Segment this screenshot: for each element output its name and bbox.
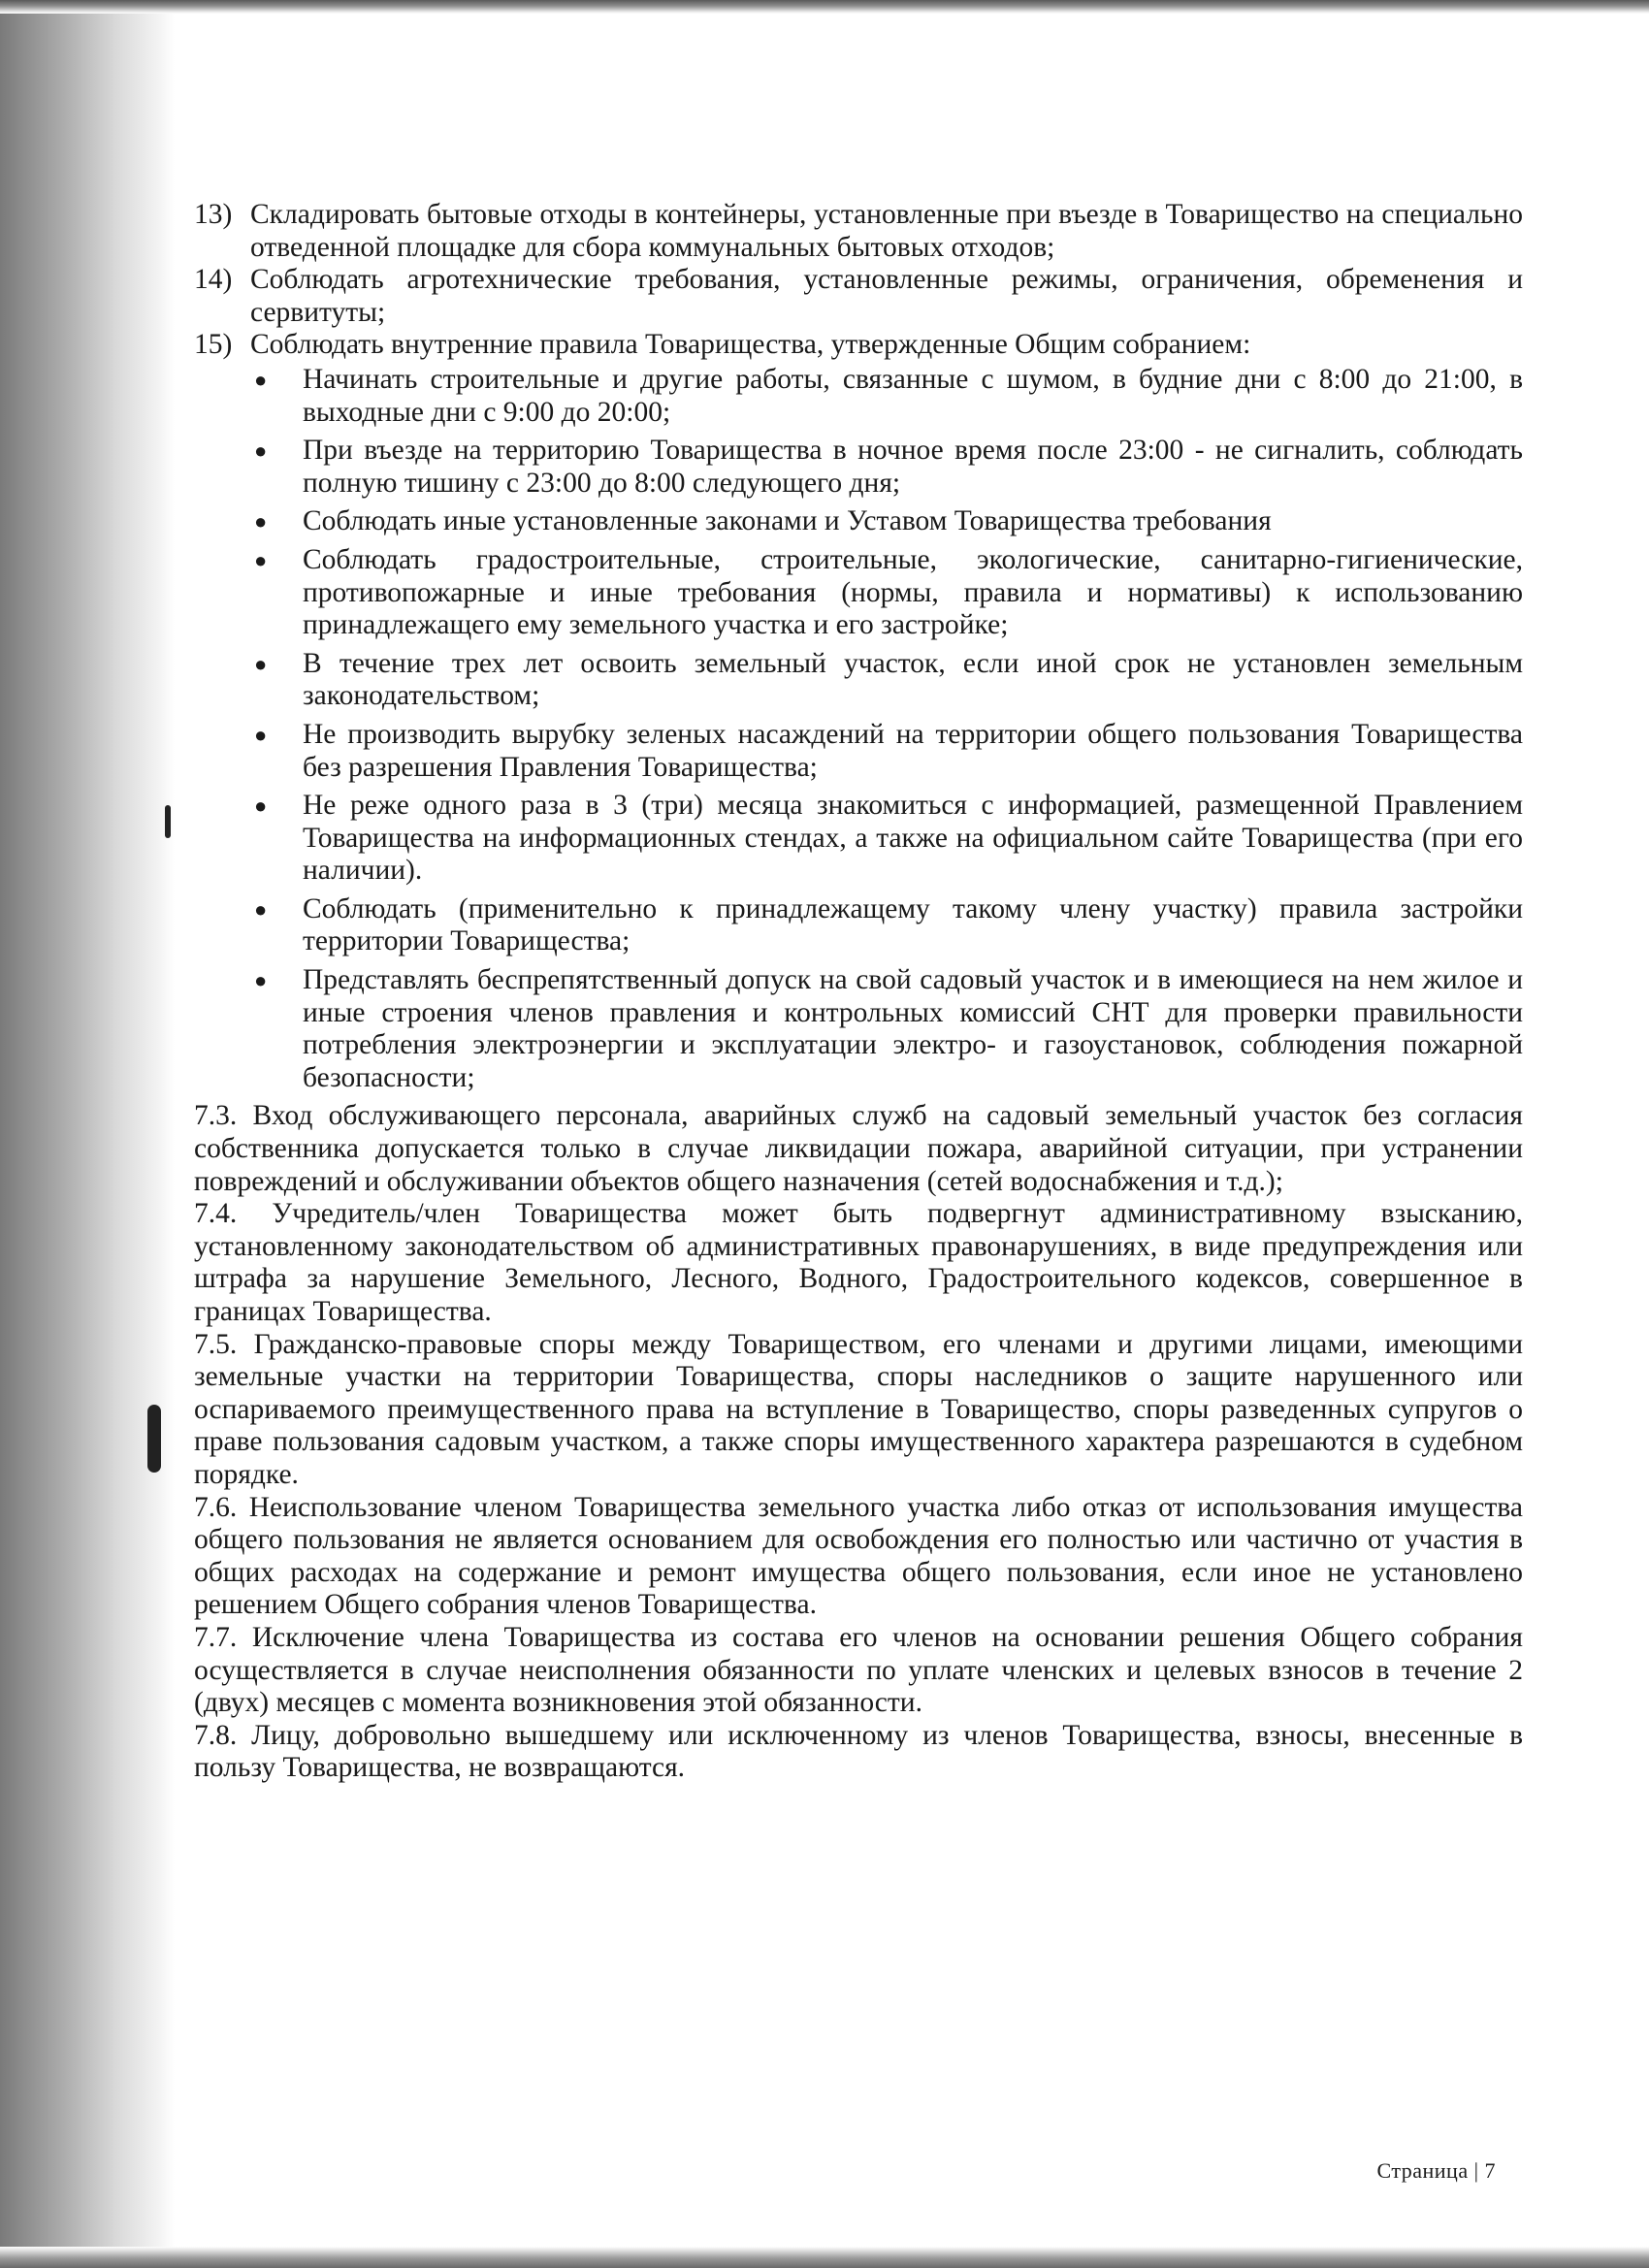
- document-body: [194, 199, 1523, 1785]
- bullet-text: Соблюдать градостроительные, строительные, экологические, санитарно-гигиенические, противопожарные и иные требования (нормы, правила и нормативы) к использованию принадлежащего ему земельного участка и его застройке;: [303, 543, 1523, 641]
- paragraph-7-5: 7.5. Гражданско-правовые споры между Товариществом, его членами и другими лицами, имеющими земельные участки на территории Товарищества, споры наследников о защите нарушенного или оспариваемого преимущественного права на вступление в Товарищество, споры разведенных супругов о праве пользования садовым участком, а также споры имущественного характера разрешаются в судебном порядке.: [194, 1328, 1523, 1490]
- scan-bottom-edge: [0, 2247, 1649, 2268]
- paragraph-7-7: 7.7. Исключение члена Товарищества из состава его членов на основании решения Общего собрания осуществляется в случае неисполнения обязанности по уплате членских и целевых взносов в течение 2 (двух) месяцев с момента возникновения этой обязанности.: [194, 1621, 1523, 1719]
- bullet-icon: ●: [254, 722, 268, 747]
- item-number: 13): [194, 199, 233, 230]
- bullet-icon: ●: [254, 896, 268, 922]
- numbered-item: [194, 199, 1523, 264]
- paragraph-7-8: 7.8. Лицу, добровольно вышедшему или исключенному из членов Товарищества, взносы, внесенные в пользу Товарищества, не возвращаются.: [194, 1719, 1523, 1784]
- paragraph-7-6: 7.6. Неиспользование членом Товарищества земельного участка либо отказ от использования имущества общего пользования не является основанием для освобождения его полностью или частично от участия в общих расходах на содержание и ремонт имущества общего пользования, если иное не установлено решением Общего собрания членов Товарищества.: [194, 1491, 1523, 1621]
- item-text: Соблюдать внутренние правила Товарищества, утвержденные Общим собранием:: [250, 329, 1251, 361]
- bullet-text: Не производить вырубку зеленых насаждений на территории общего пользования Товарищества без разрешения Правления Товарищества;: [303, 718, 1523, 783]
- page-number-footer: Страница | 7: [1376, 2158, 1496, 2183]
- bullet-icon: ●: [254, 651, 268, 676]
- bullet-item: [248, 505, 1523, 538]
- bullet-text: Представлять беспрепятственный допуск на свой садовый участок и в имеющиеся на нем жилое и иные строения членов правления и контрольных комиссий СНТ для проверки правильности потребления электроэнергии и эксплуатации электро- и газоустановок, соблюдения пожарной безопасности;: [303, 964, 1523, 1093]
- bullet-text: При въезде на территорию Товарищества в ночное время после 23:00 - не сигналить, соблюдать полную тишину с 23:00 до 8:00 следующего дня;: [303, 435, 1523, 499]
- binder-hole-mark: [165, 805, 171, 838]
- bullet-item: [248, 364, 1523, 429]
- item-text: Складировать бытовые отходы в контейнеры, установленные при въезде в Товарищество на специально отведенной площадке для сбора коммунальных бытовых отходов;: [250, 199, 1523, 263]
- bullet-item: [248, 719, 1523, 784]
- scan-left-edge: [0, 0, 175, 2268]
- item-text: Соблюдать агротехнические требования, установленные режимы, ограничения, обременения и сервитуты;: [250, 264, 1523, 328]
- bullet-item: [248, 790, 1523, 888]
- bullet-icon: ●: [254, 509, 268, 535]
- binder-hole-mark: [147, 1405, 161, 1473]
- bullet-text: Соблюдать (применительно к принадлежащему такому члену участку) правила застройки территории Товарищества;: [303, 892, 1523, 957]
- bullet-text: Начинать строительные и другие работы, связанные с шумом, в будние дни с 8:00 до 21:00, в выходные дни с 9:00 до 20:00;: [303, 363, 1523, 428]
- numbered-item: [194, 329, 1523, 362]
- bullet-icon: ●: [254, 438, 268, 464]
- bullet-text: Соблюдать иные установленные законами и Уставом Товарищества требования: [303, 505, 1272, 537]
- bullet-item: [248, 964, 1523, 1094]
- paragraph-7-3: 7.3. Вход обслуживающего персонала, аварийных служб на садовый земельный участок без согласия собственника допускается только в случае ликвидации пожара, аварийной ситуации, при устранении повреждений и обслуживании объектов общего назначения (сетей водоснабжения и т.д.);: [194, 1100, 1523, 1197]
- bullet-item: [248, 648, 1523, 713]
- paragraph-7-4: 7.4. Учредитель/член Товарищества может быть подвергнут административному взысканию, установленному законодательством об административных правонарушениях, в виде предупреждения или штрафа за нарушение Земельного, Лесного, Водного, Градостроительного кодексов, совершенное в границах Товарищества.: [194, 1198, 1523, 1327]
- item-number: 15): [194, 329, 233, 361]
- bullet-icon: ●: [254, 367, 268, 392]
- bullet-item: [248, 893, 1523, 958]
- bullet-text: Не реже одного раза в 3 (три) месяца знакомиться с информацией, размещенной Правлением Товарищества на информационных стендах, а также на официальном сайте Товарищества (при его наличии).: [303, 790, 1523, 887]
- bullet-icon: ●: [254, 794, 268, 819]
- scan-top-edge: [0, 0, 1649, 14]
- bullet-item: [248, 435, 1523, 500]
- bullet-item: [248, 544, 1523, 642]
- bullet-text: В течение трех лет освоить земельный участок, если иной срок не установлен земельным законодательством;: [303, 647, 1523, 712]
- numbered-item: [194, 264, 1523, 329]
- rules-bullet-list: [194, 364, 1523, 1094]
- item-number: 14): [194, 264, 233, 296]
- bullet-icon: ●: [254, 968, 268, 993]
- bullet-icon: ●: [254, 547, 268, 572]
